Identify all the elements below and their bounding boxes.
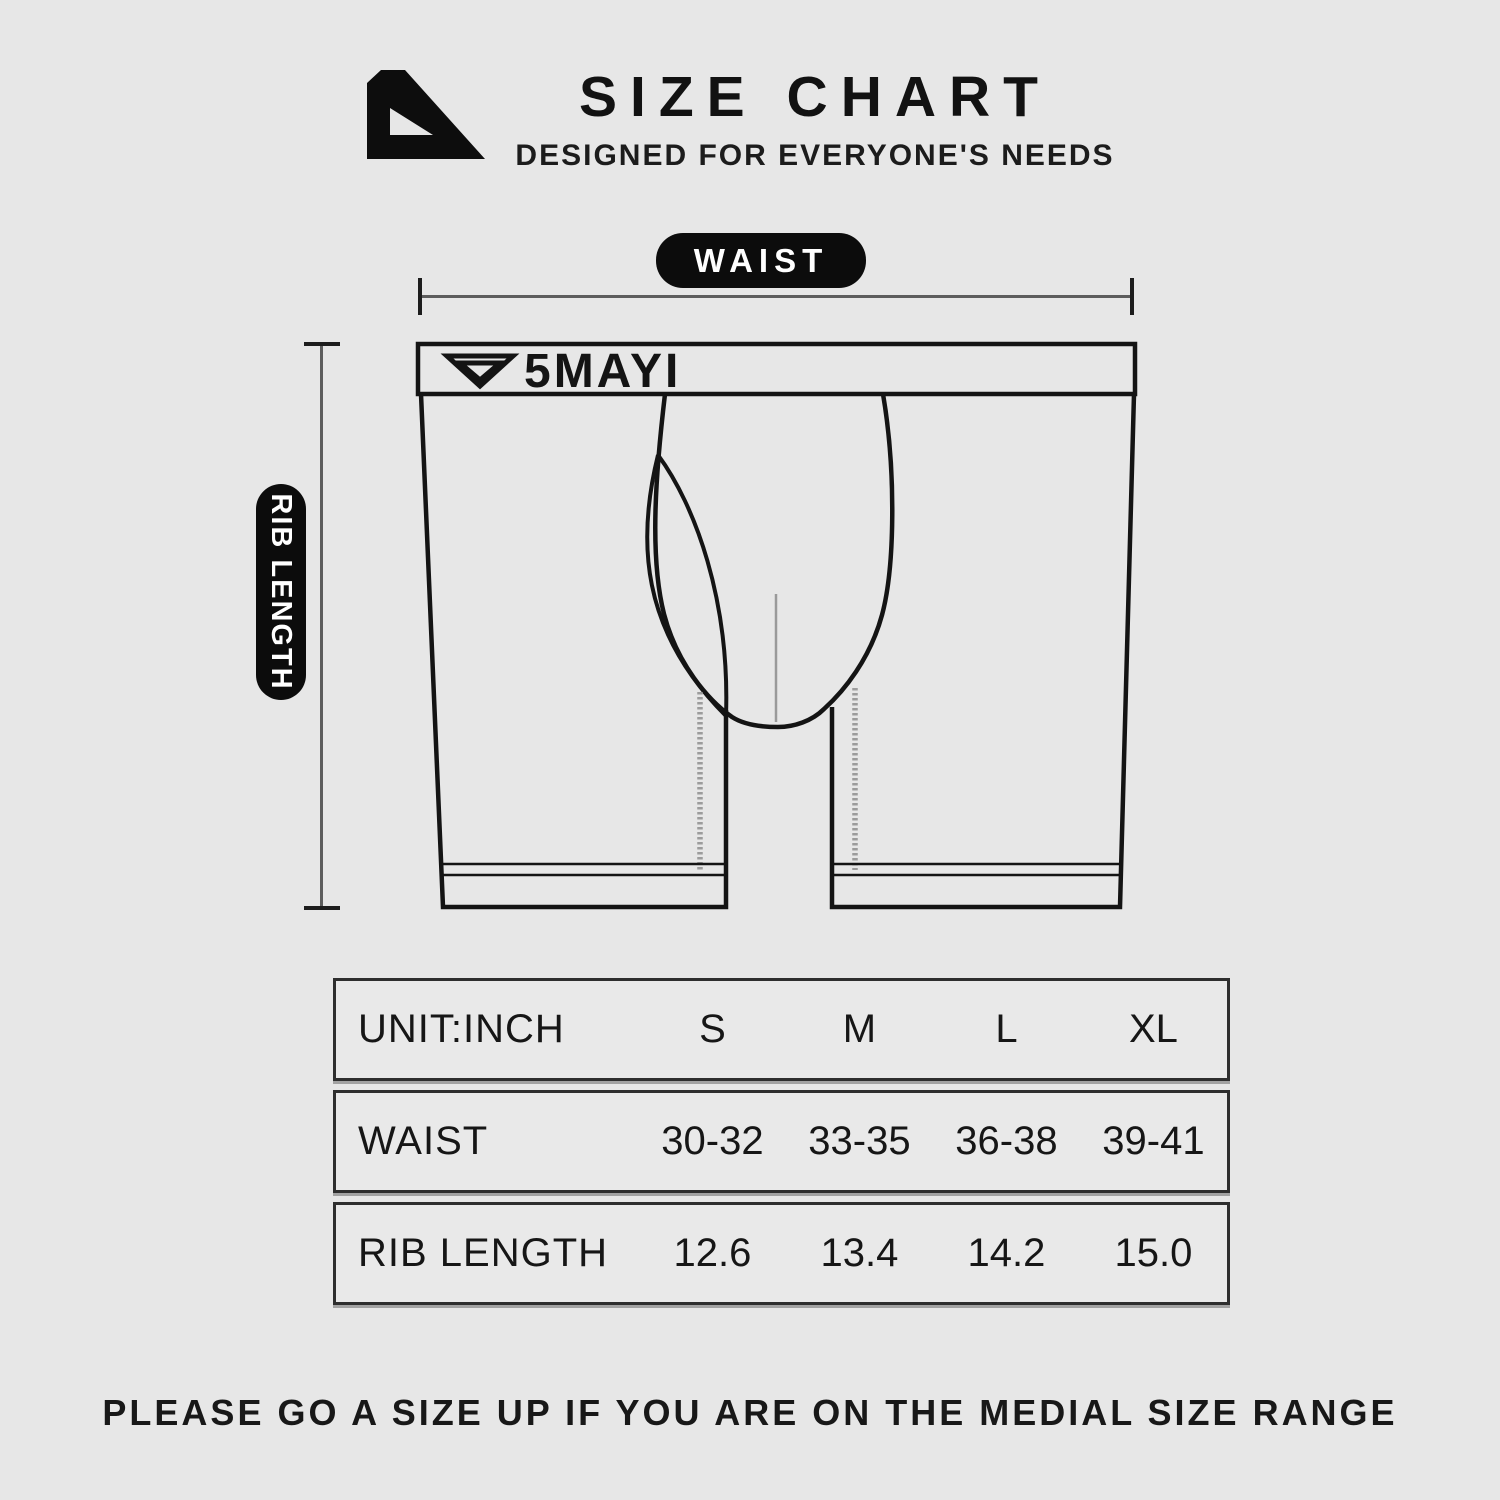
brand-triangle-logo-icon bbox=[362, 58, 488, 164]
size-column-xl: XL bbox=[1128, 1007, 1178, 1051]
boxer-brief-diagram bbox=[390, 330, 1150, 955]
rib-value-l: 14.2 bbox=[967, 1231, 1046, 1275]
unit-label: UNIT:INCH bbox=[358, 1007, 565, 1051]
table-header-row bbox=[333, 978, 1230, 1081]
row-label: WAIST bbox=[358, 1119, 489, 1163]
rib-length-measure-line bbox=[320, 344, 323, 910]
page-subtitle: DESIGNED FOR EVERYONE'S NEEDS bbox=[515, 139, 1115, 172]
table-row-rib-length bbox=[333, 1202, 1230, 1305]
waist-value-m: 33-35 bbox=[808, 1119, 911, 1163]
rib-value-xl: 15.0 bbox=[1114, 1231, 1193, 1275]
waist-value-l: 36-38 bbox=[955, 1119, 1058, 1163]
size-table bbox=[333, 978, 1230, 1314]
row-label: RIB LENGTH bbox=[358, 1231, 609, 1275]
waist-value-xl: 39-41 bbox=[1102, 1119, 1205, 1163]
table-row-waist bbox=[333, 1090, 1230, 1193]
size-advice-note: PLEASE GO A SIZE UP IF YOU ARE ON THE MEDIAL SIZE RANGE bbox=[102, 1392, 1398, 1433]
size-column-m: M bbox=[842, 1007, 877, 1051]
waist-measure-tick-left bbox=[418, 278, 422, 315]
rib-value-m: 13.4 bbox=[820, 1231, 899, 1275]
header bbox=[505, 64, 1125, 173]
waistband-brand-mark-icon bbox=[447, 356, 513, 386]
waistband-brand-text: 5MAYI bbox=[524, 345, 682, 398]
rib-length-measure-tick-bottom bbox=[304, 906, 340, 910]
waist-measure-tick-right bbox=[1130, 278, 1134, 315]
size-column-l: L bbox=[995, 1007, 1018, 1051]
rib-length-measure-label: RIB LENGTH bbox=[256, 484, 306, 700]
waist-value-s: 30-32 bbox=[661, 1119, 764, 1163]
rib-value-s: 12.6 bbox=[673, 1231, 752, 1275]
left-leg-outline bbox=[421, 394, 726, 907]
size-column-s: S bbox=[699, 1007, 726, 1051]
page-title: SIZE CHART bbox=[579, 65, 1051, 129]
leg-hem-lines bbox=[441, 864, 1121, 875]
rib-length-measure-tick-top bbox=[304, 342, 340, 346]
right-leg-outline bbox=[832, 394, 1134, 907]
waist-measure-label: WAIST bbox=[656, 233, 866, 288]
waist-measure-line bbox=[420, 295, 1134, 298]
